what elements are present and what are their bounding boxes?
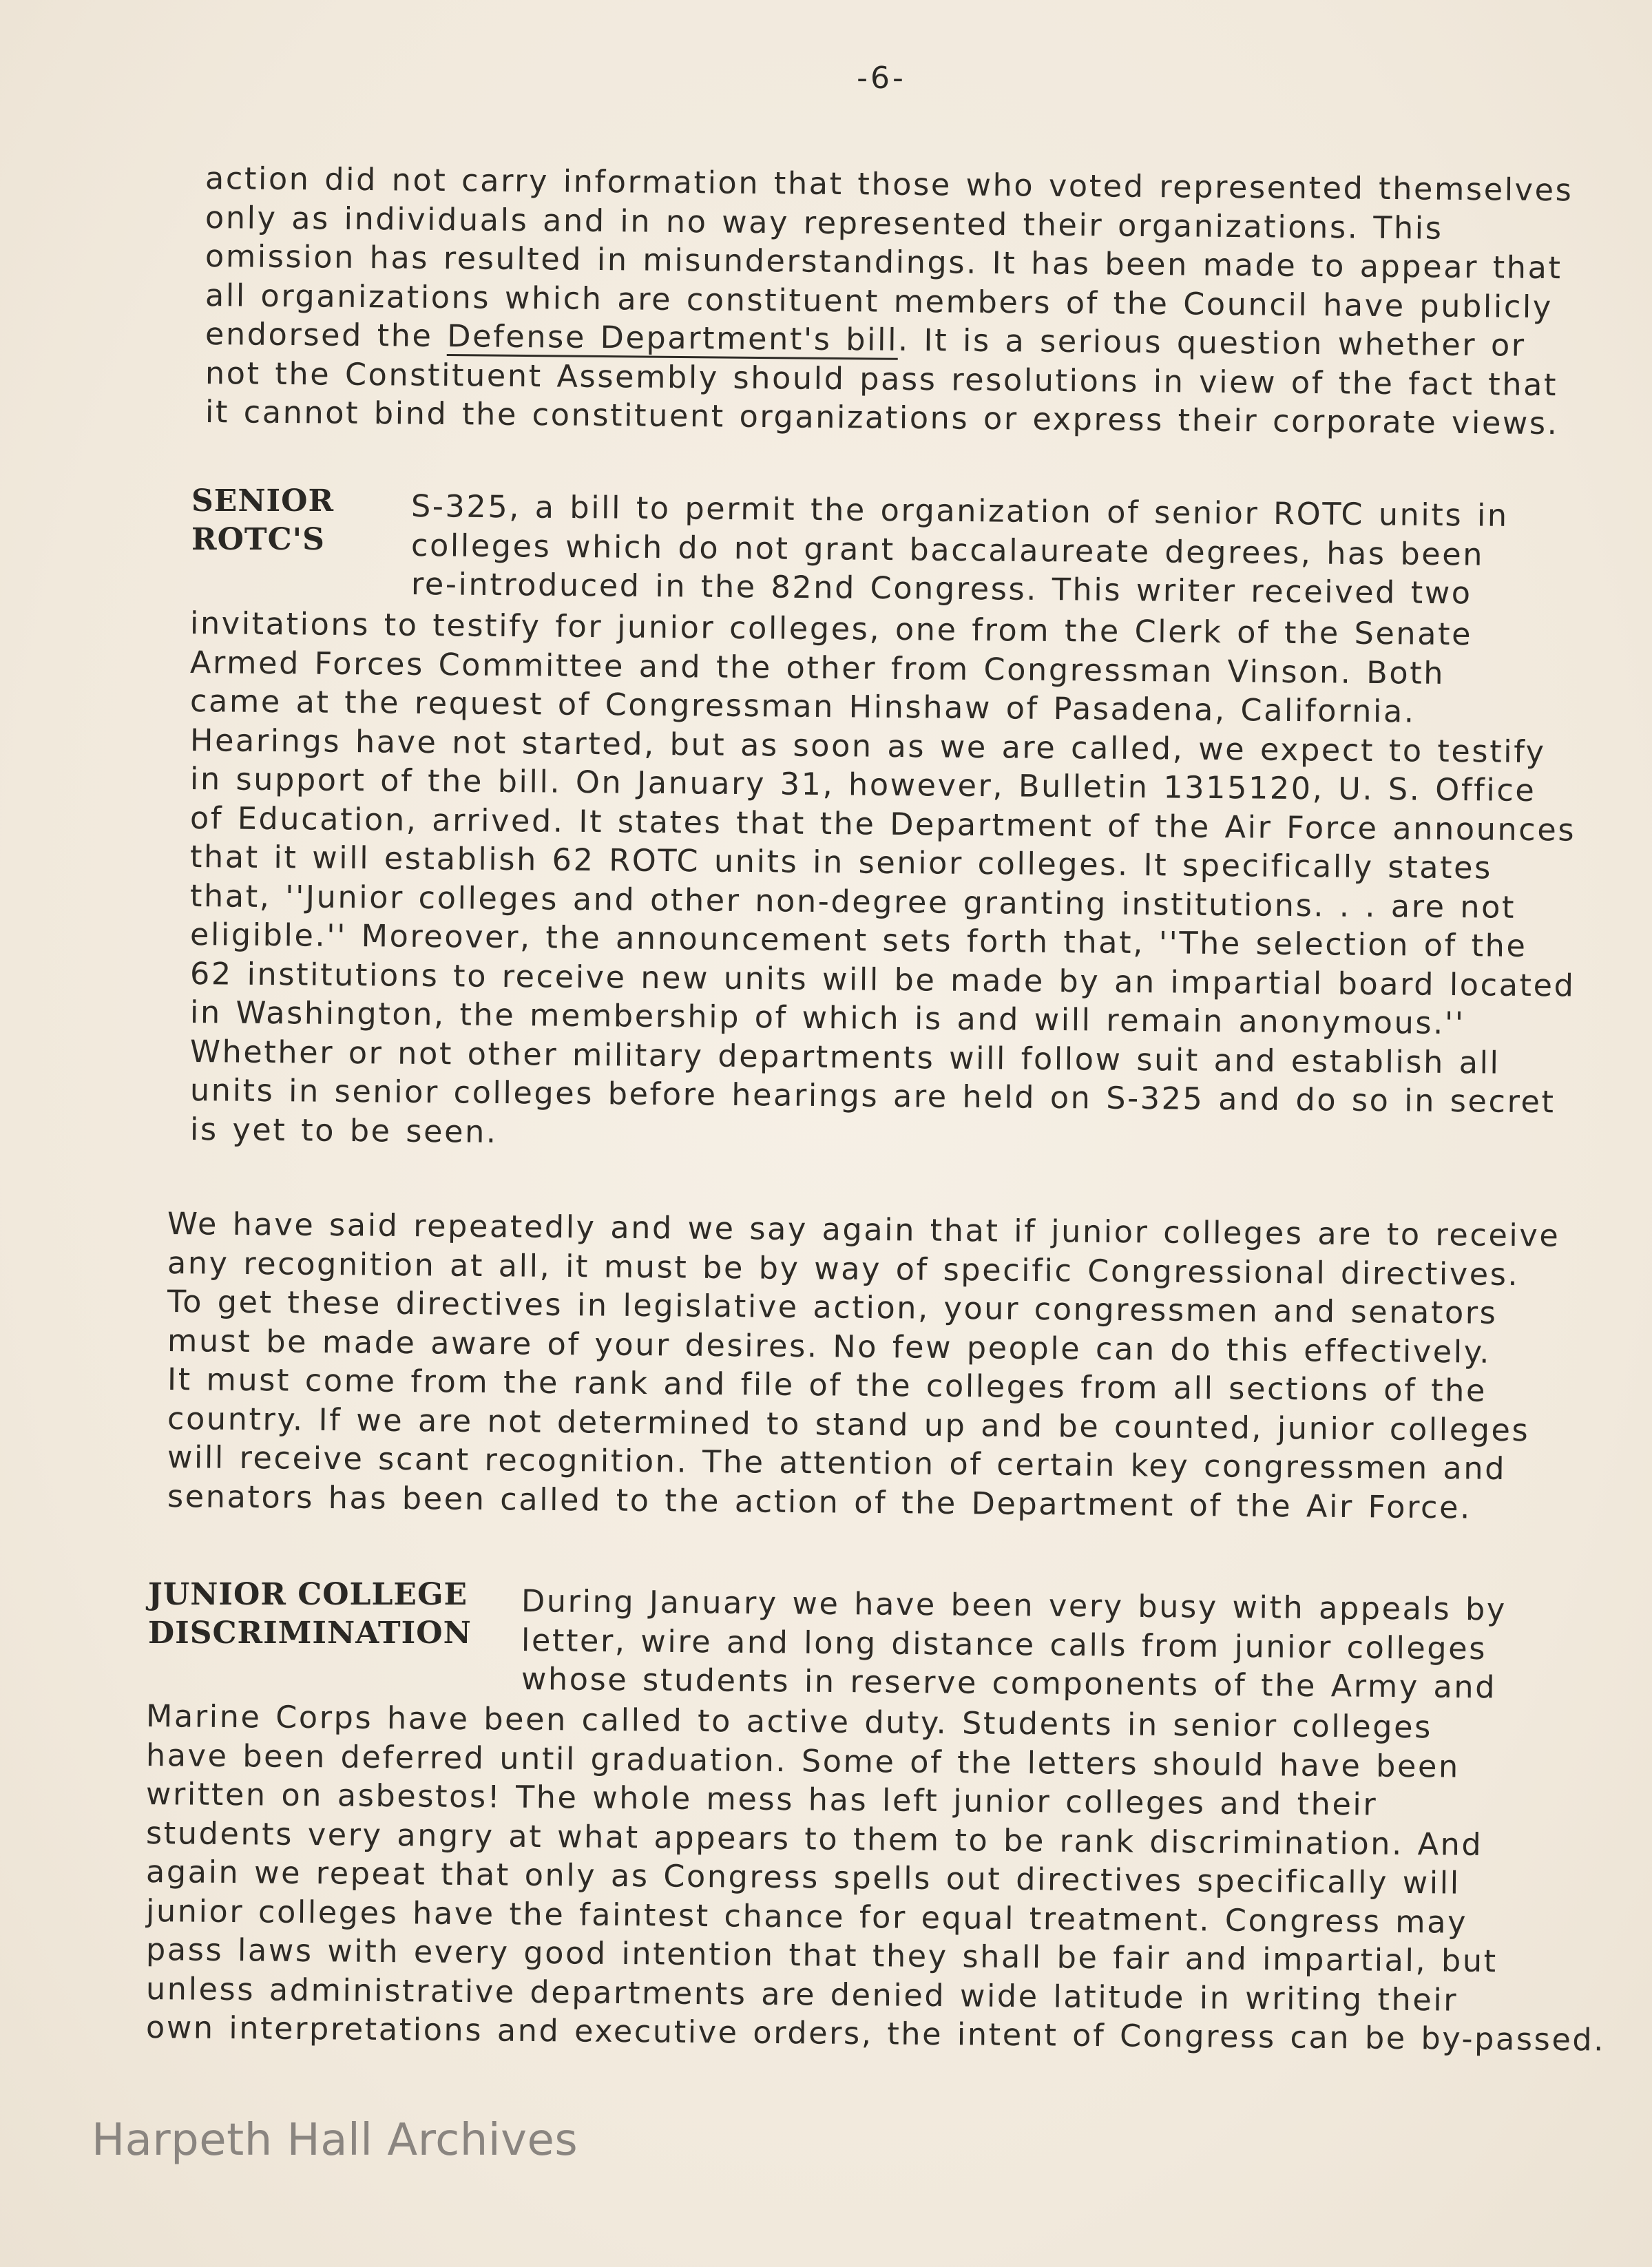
text-line: written on asbestos! The whole mess has left junior colleges and their [145, 1777, 1378, 1823]
discrimination-indented-text [521, 1582, 1507, 1706]
section-heading-senior-rotc [191, 482, 334, 559]
text-line: that, ''Junior colleges and other non-degree granting institutions. . . are not [189, 878, 1516, 926]
text-line: re-introduced in the 82nd Congress. This writer received two [410, 567, 1472, 612]
discrimination-body-text [145, 1697, 1606, 2058]
text-line: that it will establish 62 ROTC units in senior colleges. It specifically states [189, 839, 1493, 886]
text-line: in Washington, the membership of which is and will remain anonymous.'' [189, 995, 1465, 1042]
intro-paragraph [205, 160, 1573, 442]
heading-line: JUNIOR COLLEGE [148, 1577, 468, 1612]
text-line: must be made aware of your desires. No few people can do this effectively. [167, 1323, 1492, 1370]
text-run: . It is a serious question whether or [897, 322, 1526, 364]
text-line: is yet to be seen. [189, 1111, 498, 1150]
text-line: of Education, arrived. It states that the Department of the Air Force announces [189, 800, 1576, 848]
text-line: colleges which do not grant baccalaureate degrees, has been [410, 527, 1485, 573]
text-line: have been deferred until graduation. Some of the letters should have been [145, 1737, 1461, 1785]
text-line: action did not carry information that those who voted represented themselves [205, 161, 1573, 209]
section-heading-discrimination [148, 1576, 472, 1653]
underlined-bill-name: Defense Department's bill [447, 319, 898, 360]
text-line: 62 institutions to receive new units will be made by an impartial board located [189, 956, 1576, 1004]
text-line: junior colleges have the faintest chance for equal treatment. Congress may [145, 1893, 1468, 1941]
heading-line: DISCRIMINATION [148, 1616, 472, 1651]
text-line: will receive scant recognition. The attention of certain key congressmen and [167, 1440, 1507, 1487]
text-line: students very angry at what appears to them to be rank discrimination. And [145, 1815, 1483, 1863]
text-line: senators has been called to the action of the Department of the Air Force. [167, 1479, 1472, 1526]
rotc-indented-text [410, 488, 1509, 612]
rotc-body-text [190, 605, 1576, 1149]
text-line: whose students in reserve components of the Army and [521, 1662, 1497, 1706]
text-line: letter, wire and long distance calls from junior colleges [521, 1622, 1487, 1667]
text-line: units in senior colleges before hearings are held on S-325 and do so in secret [189, 1073, 1556, 1120]
text-line: To get these directives in legislative action, your congressmen and senators [167, 1284, 1498, 1331]
text-run: endorsed the [205, 317, 448, 355]
text-line: invitations to testify for junior colleges, one from the Clerk of the Senate [189, 606, 1473, 653]
text-line: not the Constituent Assembly should pass resolutions in view of the fact that [205, 355, 1558, 403]
text-line: only as individuals and in no way represented their organizations. This [205, 200, 1443, 247]
text-line: unless administrative departments are denied wide latitude in writing their [145, 1971, 1458, 2018]
text-line: Marine Corps have been called to active duty. Students in senior colleges [145, 1699, 1433, 1746]
text-line: any recognition at all, it must be by way of specific Congressional directives. [167, 1245, 1520, 1293]
text-line: omission has resulted in misunderstandings. It has been made to appear that [205, 239, 1562, 286]
page-number: -6- [857, 61, 906, 96]
text-line: S-325, a bill to permit the organization of senior ROTC units in [410, 489, 1509, 534]
congress-paragraph [167, 1205, 1560, 1526]
archive-watermark: Harpeth Hall Archives [92, 2115, 578, 2166]
text-line: came at the request of Congressman Hinshaw of Pasadena, California. [189, 684, 1416, 730]
text-line: Armed Forces Committee and the other from Congressman Vinson. Both [189, 645, 1445, 691]
text-line: Hearings have not started, but as soon as we are called, we expect to testify [189, 722, 1546, 770]
text-line: in support of the bill. On January 31, however, Bulletin 1315120, U. S. Office [189, 762, 1536, 809]
heading-line: SENIOR [191, 483, 335, 519]
heading-line: ROTC'S [191, 522, 325, 557]
text-line: It must come from the rank and file of the colleges from all sections of the [167, 1362, 1487, 1409]
text-line: We have said repeatedly and we say again that if junior colleges are to receive [167, 1206, 1560, 1254]
text-line: During January we have been very busy with appeals by [521, 1584, 1507, 1628]
text-line: country. If we are not determined to stand up and be counted, junior colleges [167, 1401, 1530, 1448]
text-line: again we repeat that only as Congress spells out directives specifically will [145, 1855, 1461, 1901]
text-line: pass laws with every good intention that they shall be fair and impartial, but [145, 1932, 1498, 1980]
text-line: Whether or not other military departments will follow suit and establish all [189, 1034, 1501, 1081]
text-line: own interpretations and executive orders, the intent of Congress can be by-passed. [145, 2010, 1606, 2058]
text-line: it cannot bind the constituent organizations or express their corporate views. [205, 395, 1559, 442]
text-line: all organizations which are constituent members of the Council have publicly [205, 278, 1554, 325]
text-line: eligible.'' Moreover, the announcement sets forth that, ''The selection of the [189, 917, 1527, 964]
